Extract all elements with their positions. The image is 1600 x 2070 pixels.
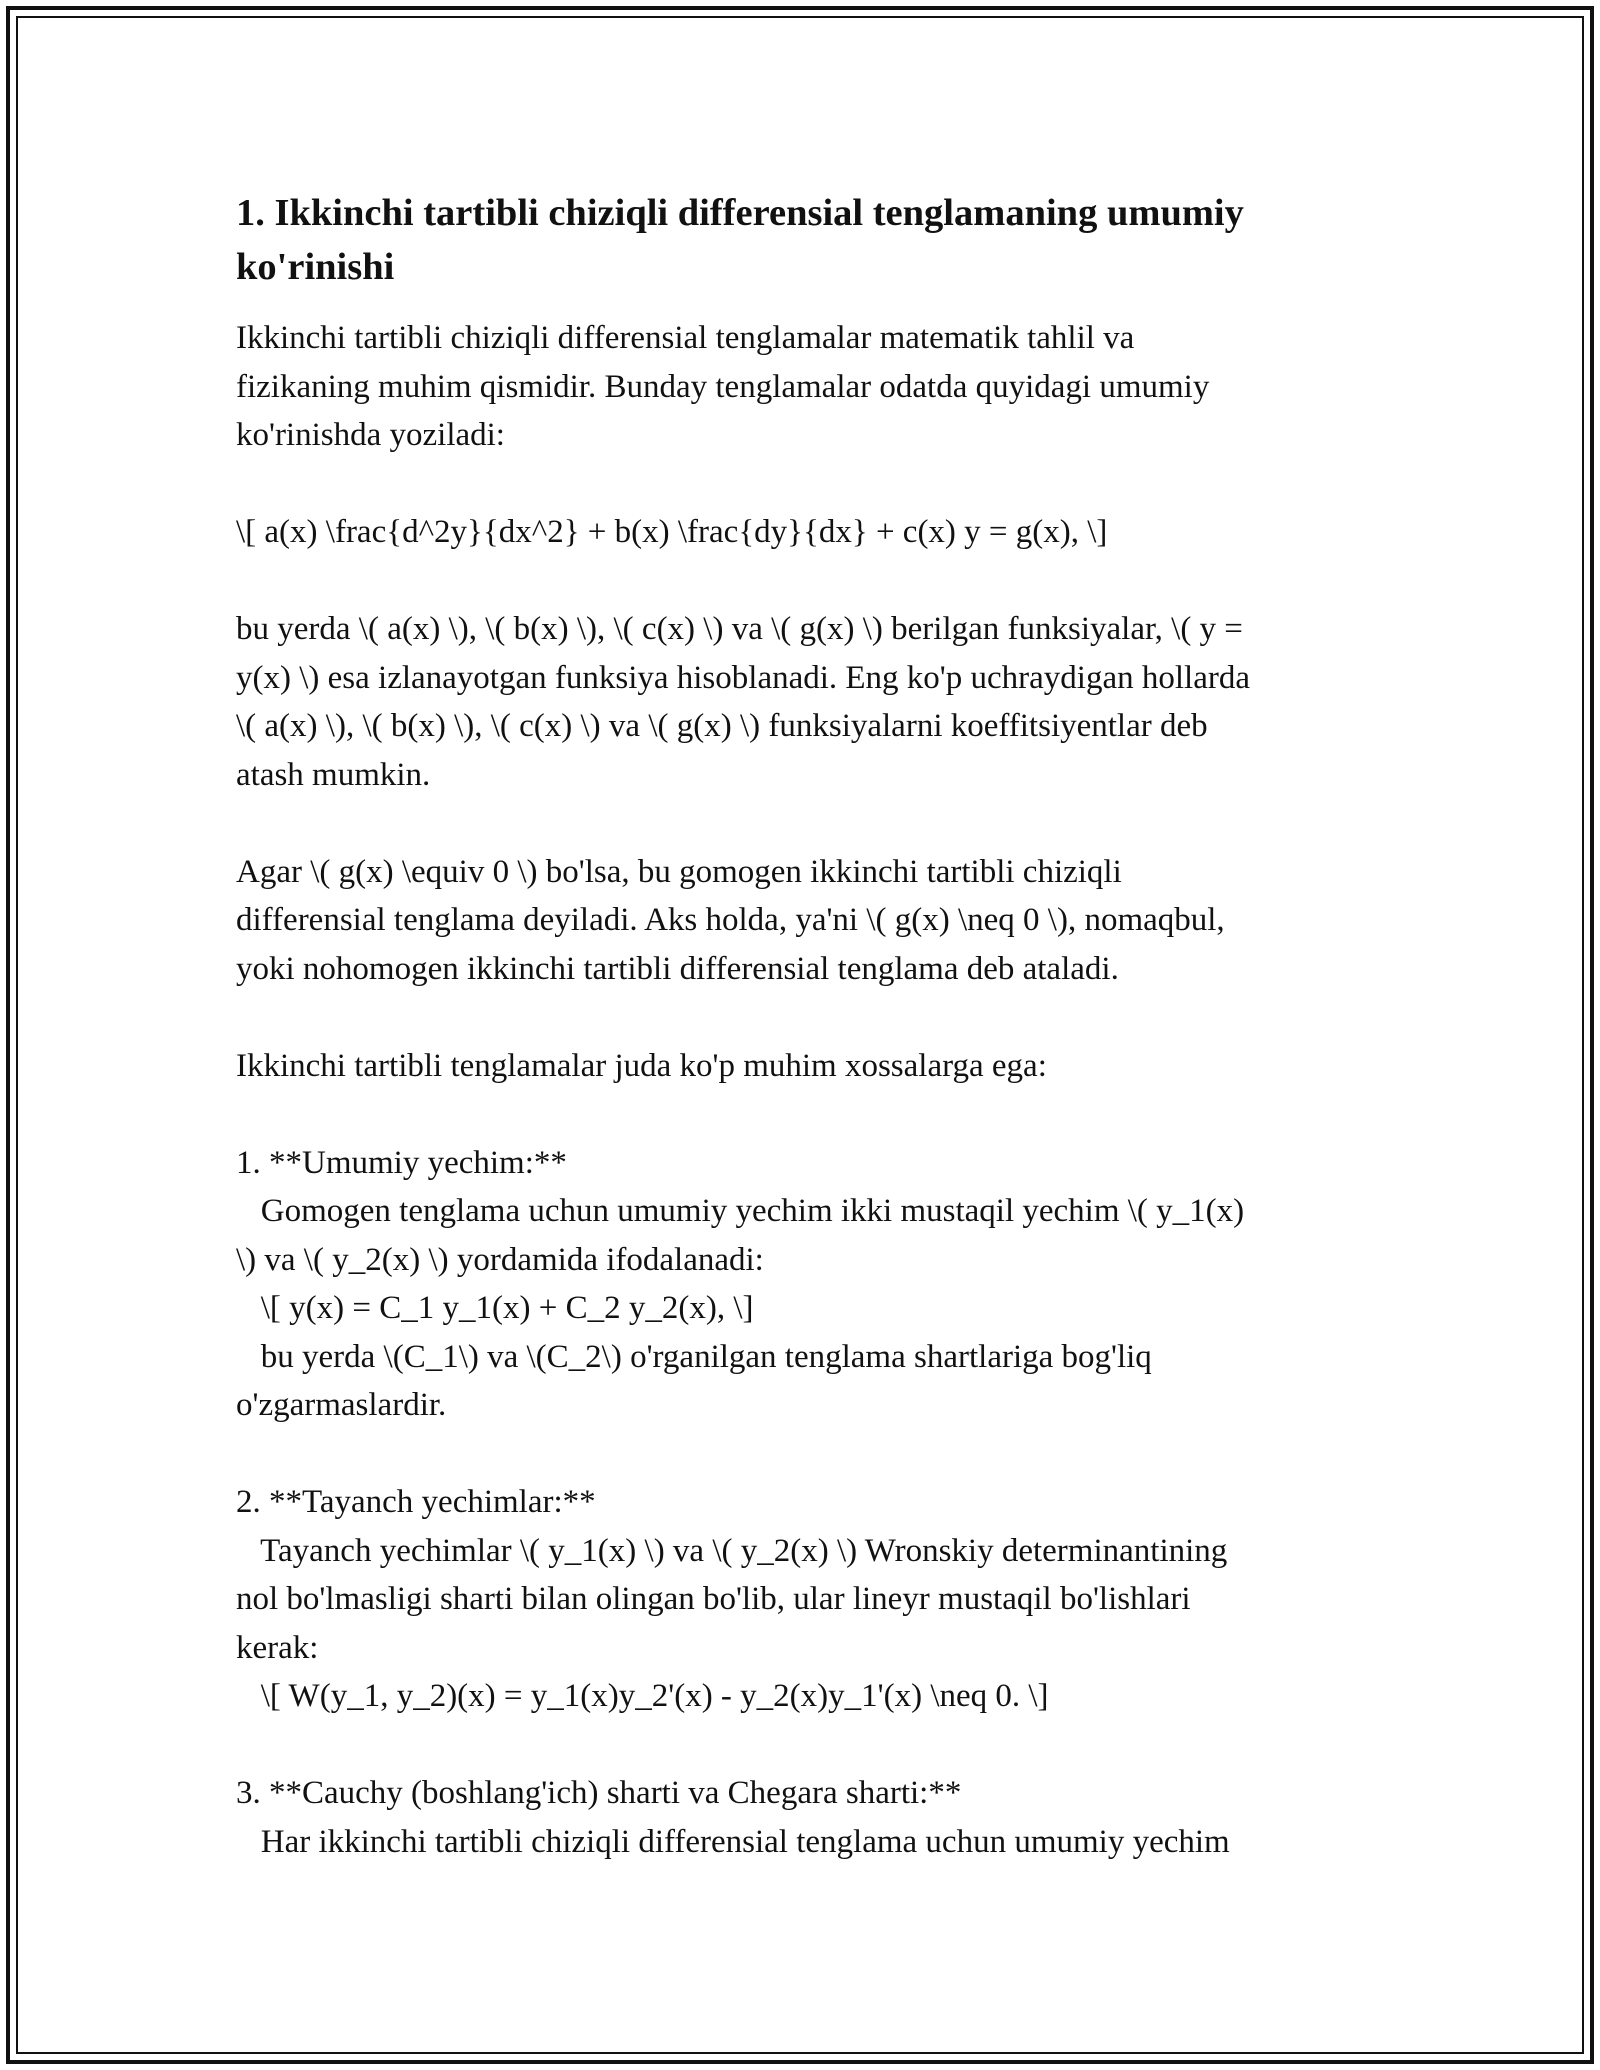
text-line: 3. **Cauchy (boshlang'ich) sharti va Chegara sharti:** [236, 1775, 962, 1811]
text-line: \( a(x) \), \( b(x) \), \( c(x) \) va \( g(x) \) funksiyalarni koeffitsiyentlar deb [236, 708, 1208, 744]
text-line: Tayanch yechimlar \( y_1(x) \) va \( y_2(x) \) Wronskiy determinantining [236, 1532, 1228, 1569]
equation-line: \[ W(y_1, y_2)(x) = y_1(x)y_2'(x) - y_2(x)y_1'(x) \neq 0. \] [236, 1678, 1049, 1714]
text-line: o'zgarmaslardir. [236, 1387, 447, 1423]
section-heading [236, 186, 1376, 294]
heading-line: ko'rinishi [236, 246, 395, 288]
text-line: bu yerda \(C_1\) va \(C_2\) o'rganilgan tenglama shartlariga bog'liq [236, 1338, 1152, 1375]
text-line: Gomogen tenglama uchun umumiy yechim ikki mustaqil yechim \( y_1(x) [236, 1193, 1245, 1229]
homogeneous-paragraph [236, 848, 1376, 994]
main-equation [236, 508, 1376, 557]
text-line: Har ikkinchi tartibli chiziqli differensial tenglama uchun umumiy yechim [236, 1823, 1230, 1860]
document-body [236, 186, 1376, 1915]
text-line: differensial tenglama deyiladi. Aks holda, ya'ni \( g(x) \neq 0 \), nomaqbul, [236, 902, 1225, 938]
text-line: y(x) \) esa izlanayotgan funksiya hisoblanadi. Eng ko'p uchraydigan hollarda [236, 659, 1250, 696]
text-line: 1. **Umumiy yechim:** [236, 1144, 567, 1181]
text-line: \) va \( y_2(x) \) yordamida ifodalanadi: [236, 1241, 764, 1278]
text-line: bu yerda \( a(x) \), \( b(x) \), \( c(x) \) va \( g(x) \) berilgan funksiyalar, \( y = [236, 611, 1243, 647]
text-line: yoki nohomogen ikkinchi tartibli differensial tenglama deb ataladi. [236, 950, 1119, 987]
equation-line: \[ a(x) \frac{d^2y}{dx^2} + b(x) \frac{dy}{dx} + c(x) y = g(x), \] [236, 514, 1108, 550]
equation-line: \[ y(x) = C_1 y_1(x) + C_2 y_2(x), \] [236, 1290, 754, 1326]
list-item-general-solution [236, 1139, 1376, 1430]
list-item-basis-solutions [236, 1478, 1376, 1721]
properties-intro [236, 1042, 1376, 1091]
intro-paragraph [236, 314, 1376, 460]
where-paragraph [236, 605, 1376, 799]
list-item-cauchy-condition [236, 1769, 1376, 1866]
text-line: fizikaning muhim qismidir. Bunday tenglamalar odatda quyidagi umumiy [236, 368, 1210, 405]
text-line: atash mumkin. [236, 756, 431, 793]
text-line: Agar \( g(x) \equiv 0 \) bo'lsa, bu gomogen ikkinchi tartibli chiziqli [236, 853, 1122, 890]
text-line: ko'rinishda yoziladi: [236, 417, 505, 453]
text-line: kerak: [236, 1629, 319, 1666]
text-line: 2. **Tayanch yechimlar:** [236, 1484, 596, 1520]
text-line: nol bo'lmasligi sharti bilan olingan bo'lib, ular lineyr mustaqil bo'lishlari [236, 1581, 1191, 1617]
heading-line: 1. Ikkinchi tartibli chiziqli differensial tenglamaning umumiy [236, 192, 1244, 234]
text-line: Ikkinchi tartibli chiziqli differensial tenglamalar matematik tahlil va [236, 320, 1135, 356]
text-line: Ikkinchi tartibli tenglamalar juda ko'p muhim xossalarga ega: [236, 1047, 1047, 1084]
